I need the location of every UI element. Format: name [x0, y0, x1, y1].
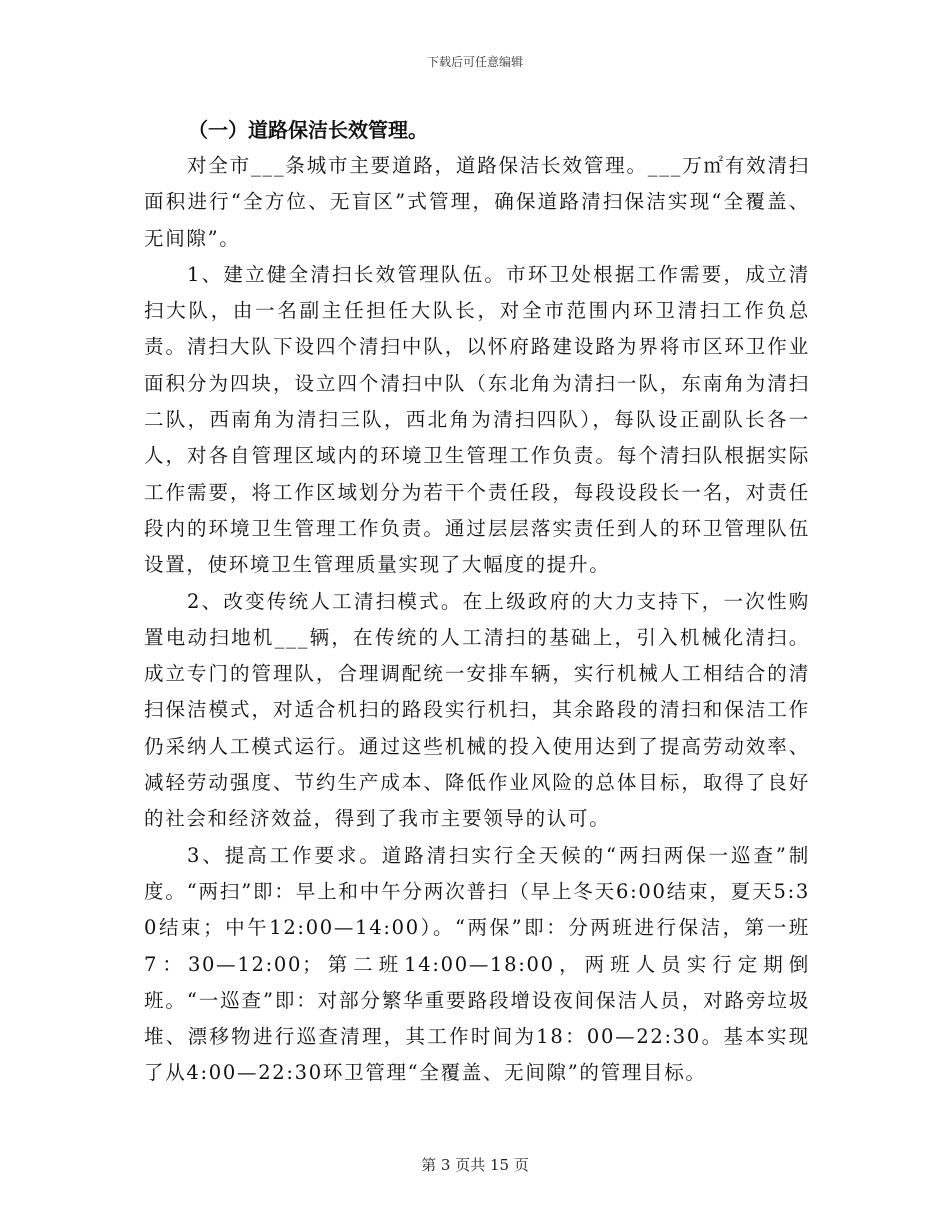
paragraph-work-requirements: 3、提高工作要求。道路清扫实行全天候的“两扫两保一巡查”制度。“两扫”即：早上和中午分两次普扫（早上冬天6:00结束，夏天5:30结束；中午12:00—14:00）。“两保”即：分两班进行保洁，第一班7：30—12:00；第二班14:00—18:00，两班人员实行定期倒班。“一巡查”即：对部分繁华重要路段增设夜间保洁人员，对路旁垃圾堆、漂移物进行巡查清理，其工作时间为18：00—22:30。基本实现了从4:00—22:30环卫管理“全覆盖、无间隙”的管理目标。 — [144, 843, 810, 1085]
paragraph-mechanized-cleaning: 2、改变传统人工清扫模式。在上级政府的大力支持下，一次性购置电动扫地机___辆，在传统的人工清扫的基础上，引入机械化清扫。成立专门的管理队，合理调配统一安排车辆，实行机械人工相结合的清扫保洁模式，对适合机扫的路段实行机扫，其余路段的清扫和保洁工作仍采纳人工模式运行。通过这些机械的投入使用达到了提高劳动效率、减轻劳动强度、节约生产成本、降低作业风险的总体目标，取得了良好的社会和经济效益，得到了我市主要领导的认可。 — [144, 589, 810, 831]
document-body — [144, 112, 810, 1092]
page-number-footer: 第 3 页共 15 页 — [421, 1156, 529, 1174]
paragraph-intro: 对全市___条城市主要道路，道路保洁长效管理。___万㎡有效清扫面积进行“全方位、无盲区”式管理，确保道路清扫保洁实现“全覆盖、无间隙”。 — [144, 154, 810, 250]
section-heading: （一）道路保洁长效管理。 — [188, 118, 428, 142]
page-header-note: 下载后可任意编辑 — [426, 55, 523, 69]
paragraph-cleaning-team: 1、建立健全清扫长效管理队伍。市环卫处根据工作需要，成立清扫大队，由一名副主任担任大队长，对全市范围内环卫清扫工作负总责。清扫大队下设四个清扫中队，以怀府路建设路为界将市区环卫作业面积分为四块，设立四个清扫中队（东北角为清扫一队，东南角为清扫二队，西南角为清扫三队，西北角为清扫四队），每队设正副队长各一人，对各自管理区域内的环境卫生管理工作负责。每个清扫队根据实际工作需要，将工作区域划分为若干个责任段，每段设段长一名，对责任段内的环境卫生管理工作负责。通过层层落实责任到人的环卫管理队伍设置，使环境卫生管理质量实现了大幅度的提升。 — [144, 262, 810, 577]
